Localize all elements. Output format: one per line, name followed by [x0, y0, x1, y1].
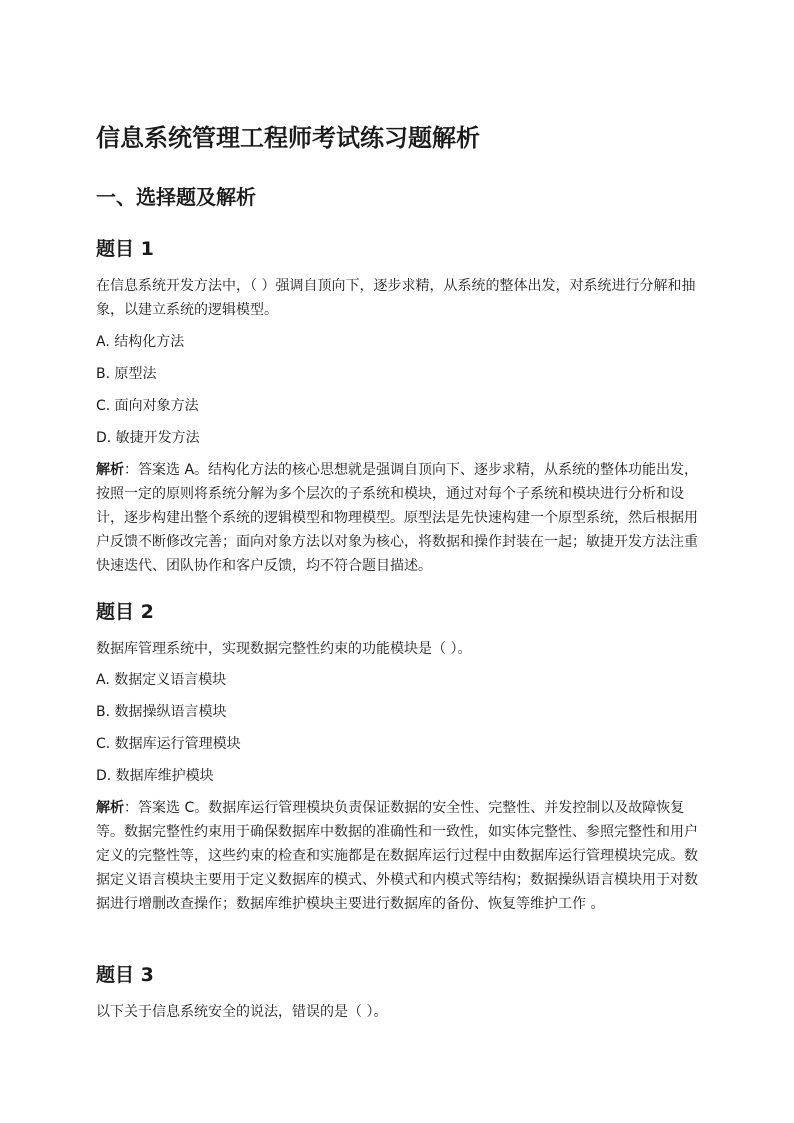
question-1-stem: 在信息系统开发方法中，（ ）强调自顶向下，逐步求精，从系统的整体出发，对系统进行分解和抽象，以建立系统的逻辑模型。	[96, 278, 696, 318]
question-2-analysis	[96, 796, 702, 916]
document-title: 信息系统管理工程师考试练习题解析	[96, 124, 480, 152]
question-2-option-b: B. 数据操纵语言模块	[96, 704, 227, 720]
analysis-label: 解析	[96, 800, 124, 816]
question-2-stem: 数据库管理系统中，实现数据完整性约束的功能模块是（ ）。	[96, 641, 472, 657]
question-1-heading: 题目 1	[96, 238, 154, 260]
section-heading: 一、选择题及解析	[96, 185, 256, 209]
question-1-analysis	[96, 458, 702, 578]
question-1-option-d: D. 敏捷开发方法	[96, 430, 200, 446]
question-1-option-c: C. 面向对象方法	[96, 398, 199, 414]
question-2-option-c: C. 数据库运行管理模块	[96, 736, 241, 752]
question-2-option-a: A. 数据定义语言模块	[96, 672, 227, 688]
question-3-heading: 题目 3	[96, 964, 154, 986]
question-2-option-d: D. 数据库维护模块	[96, 768, 214, 784]
question-3-stem: 以下关于信息系统安全的说法，错误的是（ ）。	[96, 1004, 388, 1020]
question-2-heading: 题目 2	[96, 601, 154, 623]
question-1-option-a: A. 结构化方法	[96, 334, 185, 350]
question-2-analysis-text: ：答案选 C。数据库运行管理模块负责保证数据的安全性、完整性、并发控制以及故障恢复等。数据完整性约束用于确保数据库中数据的准确性和一致性，如实体完整性、参照完整性和用户定义的完整性等，这些约束的检查和实施都是在数据库运行过程中由数据库运行管理模块完成。数据定义语言模块主要用于定义数据库的模式、外模式和内模式等结构；数据操纵语言模块用于对数据进行增删改查操作；数据库维护模块主要进行数据库的备份、恢复等维护工作 。	[96, 800, 698, 912]
question-1-option-b: B. 原型法	[96, 366, 157, 382]
analysis-label: 解析	[96, 462, 124, 478]
question-1-analysis-text: ：答案选 A。结构化方法的核心思想就是强调自顶向下、逐步求精，从系统的整体功能出发，按照一定的原则将系统分解为多个层次的子系统和模块，通过对每个子系统和模块进行分析和设计，逐步构建出整个系统的逻辑模型和物理模型。原型法是先快速构建一个原型系统，然后根据用户反馈不断修改完善；面向对象方法以对象为核心，将数据和操作封装在一起；敏捷开发方法注重快速迭代、团队协作和客户反馈，均不符合题目描述。	[96, 462, 699, 574]
